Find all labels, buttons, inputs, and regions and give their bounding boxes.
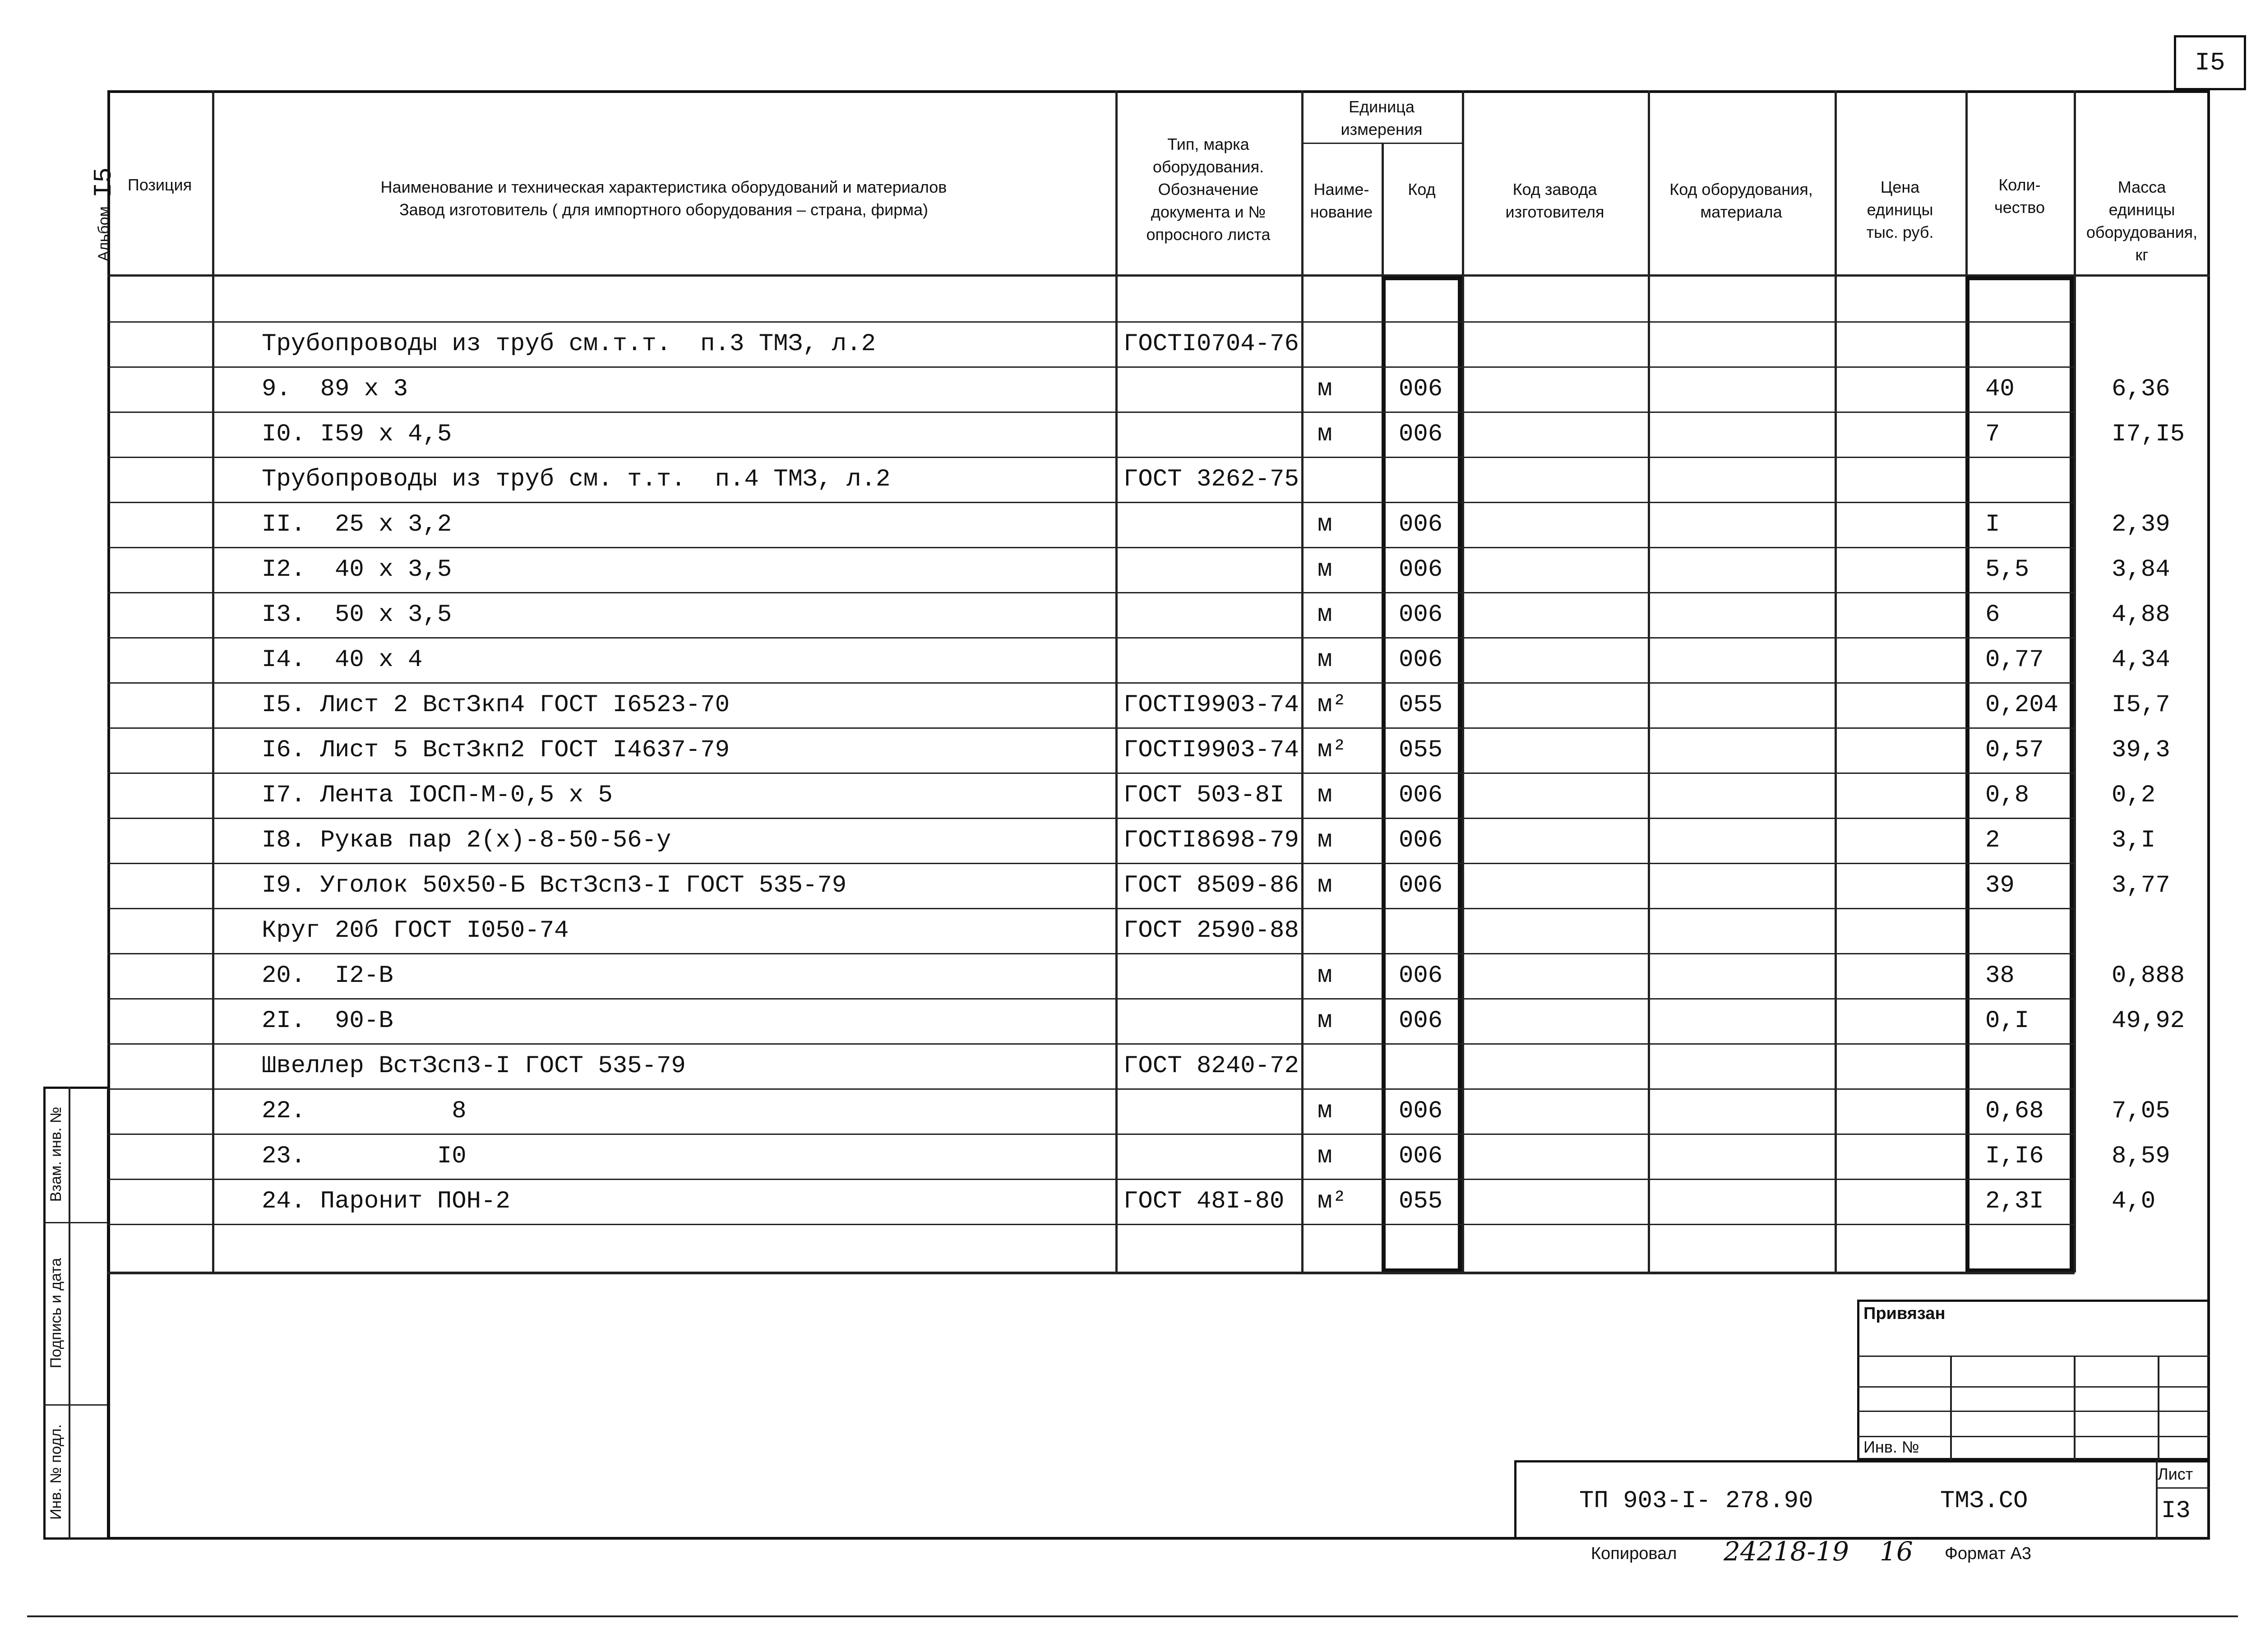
cell-qty: 0,204 (1985, 691, 2059, 719)
cell-code: 006 (1399, 1007, 1443, 1035)
cell-qty: 38 (1985, 962, 2015, 990)
cell-name: 23. I0 (262, 1142, 467, 1170)
cell-qty: 0,57 (1985, 736, 2044, 764)
cell-name: I3. 50 х 3,5 (262, 601, 452, 629)
header-unit-name: Наиме- нование (1310, 180, 1373, 221)
cell-qty (1985, 1224, 2071, 1269)
header-name: Наименование и техническая характеристика оборудований и материалов Завод изготовитель ( для импортного оборудования – страна, фирма) (380, 178, 947, 219)
handwritten-number: 24218-19 (1724, 1536, 1849, 1567)
cell-mass (2112, 908, 2209, 953)
cell-mass: 0,888 (2112, 962, 2185, 990)
cell-name: I7. Лента IОСП-М-0,5 х 5 (262, 781, 613, 809)
cell-qty: 40 (1985, 375, 2015, 403)
cell-qty: 5,5 (1985, 555, 2029, 583)
page-bottom-rule (27, 1615, 2238, 1617)
cell-qty: 2,3I (1985, 1187, 2044, 1215)
cell-unit: м (1318, 871, 1332, 899)
cell-code: 006 (1399, 555, 1443, 583)
cell-code (1399, 1224, 1462, 1269)
cell-name: II. 25 х 3,2 (262, 510, 452, 538)
privyazan-inv-label: Инв. № (1863, 1438, 1919, 1456)
cell-mass: 4,34 (2112, 646, 2170, 674)
cell-doc: ГОСТ 503-8I (1123, 781, 1285, 809)
cell-code (1399, 457, 1462, 502)
cell-code: 006 (1399, 646, 1443, 674)
cell-unit: м (1318, 1097, 1332, 1125)
cell-name: I4. 40 х 4 (262, 646, 423, 674)
format-label: Формат А3 (1945, 1544, 2032, 1563)
cell-doc: ГОСТ 3262-75 (1123, 465, 1299, 493)
cell-unit: м (1318, 510, 1332, 538)
cell-mass: 39,3 (2112, 736, 2170, 764)
cell-doc (1123, 998, 1299, 1043)
cell-unit: м² (1318, 691, 1347, 719)
header-qty: Коли- чество (1994, 176, 2045, 217)
stamp-vzam-label: Взам. инв. № (47, 1106, 65, 1202)
cell-doc (1123, 412, 1299, 457)
sheet-label: Лист (2158, 1465, 2193, 1483)
cell-code: 006 (1399, 962, 1443, 990)
cell-qty (1985, 908, 2071, 953)
cell-unit: м (1318, 420, 1332, 448)
cell-code: 006 (1399, 1097, 1443, 1125)
header-factory-code: Код завода изготовителя (1505, 180, 1604, 221)
cell-name: I2. 40 х 3,5 (262, 555, 452, 583)
table-bottom-line (107, 1272, 2075, 1274)
cell-name: I0. I59 х 4,5 (262, 420, 452, 448)
header-mass: Масса единицы оборудования, кг (2086, 178, 2198, 264)
header-unit: Единица измерения (1341, 97, 1423, 139)
cell-mass: 6,36 (2112, 375, 2170, 403)
cell-name: I5. Лист 2 ВстЗкп4 ГОСТ I6523-70 (262, 691, 730, 719)
sheet-number: I3 (2161, 1497, 2191, 1525)
cell-unit (1318, 457, 1381, 502)
cell-qty (1985, 1043, 2071, 1088)
cell-doc (1123, 366, 1299, 412)
cell-unit: м (1318, 601, 1332, 629)
cell-name: I9. Уголок 50х50-Б ВстЗсп3-I ГОСТ 535-79 (262, 871, 847, 899)
cell-unit: м (1318, 1142, 1332, 1170)
cell-unit: м (1318, 1007, 1332, 1035)
cell-mass: 7,05 (2112, 1097, 2170, 1125)
cell-mass: 4,88 (2112, 601, 2170, 629)
cell-doc: ГОСТ 2590-88 (1123, 916, 1299, 944)
cell-unit: м (1318, 826, 1332, 854)
doc-number: ТП 903-I- 278.90 (1579, 1487, 1813, 1515)
cell-qty: 7 (1985, 420, 2000, 448)
cell-code: 006 (1399, 1142, 1443, 1170)
cell-name: Швеллер ВстЗсп3-I ГОСТ 535-79 (262, 1052, 686, 1080)
cell-qty: 0,8 (1985, 781, 2029, 809)
header-type: Тип, марка оборудования. Обозначение документа и № опросного листа (1146, 135, 1271, 244)
cell-mass: 49,92 (2112, 1007, 2185, 1035)
cell-code (1399, 908, 1462, 953)
cell-unit (1318, 321, 1381, 366)
cell-doc (1123, 1134, 1299, 1179)
cell-doc (1123, 592, 1299, 637)
cell-unit: м² (1318, 736, 1347, 764)
cell-qty: I (1985, 510, 2000, 538)
header-unit-code: Код (1408, 180, 1436, 199)
cell-doc: ГОСТ 8240-72 (1123, 1052, 1299, 1080)
cell-doc (1123, 953, 1299, 998)
album-number: I5 (89, 167, 118, 198)
stamp-podpis-label: Подпись и дата (47, 1258, 65, 1369)
cell-doc (1123, 637, 1299, 682)
cell-unit (1318, 1224, 1381, 1269)
cell-mass (2112, 457, 2209, 502)
cell-name: I8. Рукав пар 2(х)-8-50-56-у (262, 826, 671, 854)
sheet-code: ТМЗ.СО (1940, 1487, 2028, 1515)
header-equip-code: Код оборудования, материала (1669, 180, 1813, 221)
cell-mass (2112, 276, 2209, 321)
cell-mass: 4,0 (2112, 1187, 2156, 1215)
cell-qty: 0,68 (1985, 1097, 2044, 1125)
cell-mass: I7,I5 (2112, 420, 2185, 448)
cell-mass: 3,77 (2112, 871, 2170, 899)
cell-code: 006 (1399, 601, 1443, 629)
cell-code: 055 (1399, 736, 1443, 764)
header-price: Цена единицы тыс. руб. (1866, 178, 1934, 241)
privyazan-title: Привязан (1863, 1304, 1946, 1323)
cell-unit: м (1318, 555, 1332, 583)
cell-name: Трубопроводы из труб см. т.т. п.4 ТМЗ, л.2 (262, 465, 891, 493)
cell-qty: 6 (1985, 601, 2000, 629)
cell-unit (1318, 276, 1381, 321)
cell-mass: 3,84 (2112, 555, 2170, 583)
cell-qty: 0,77 (1985, 646, 2044, 674)
cell-code: 006 (1399, 510, 1443, 538)
cell-name (262, 1224, 1110, 1269)
cell-code: 006 (1399, 871, 1443, 899)
stamp-inv-label: Инв. № подл. (47, 1424, 65, 1520)
album-label-text: Альбом (95, 206, 112, 262)
cell-name: 22. 8 (262, 1097, 467, 1125)
cell-code (1399, 1043, 1462, 1088)
cell-doc: ГОСТI9903-74 (1123, 736, 1299, 764)
cell-doc: ГОСТI8698-79 (1123, 826, 1299, 854)
cell-doc: ГОСТI9903-74 (1123, 691, 1299, 719)
cell-name (262, 276, 1110, 321)
cell-qty (1985, 457, 2071, 502)
cell-name: Трубопроводы из труб см.т.т. п.3 ТМЗ, л.2 (262, 330, 876, 358)
cell-unit (1318, 908, 1381, 953)
cell-doc (1123, 502, 1299, 547)
cell-doc (1123, 1224, 1299, 1269)
cell-doc (1123, 276, 1299, 321)
cell-name: 9. 89 х 3 (262, 375, 408, 403)
cell-doc: ГОСТI0704-76 (1123, 330, 1299, 358)
cell-mass: 0,2 (2112, 781, 2156, 809)
cell-code: 006 (1399, 375, 1443, 403)
cell-qty (1985, 276, 2071, 321)
cell-mass (2112, 1043, 2209, 1088)
cell-qty (1985, 321, 2071, 366)
copied-label: Копировал (1591, 1544, 1677, 1563)
cell-code: 006 (1399, 420, 1443, 448)
cell-code: 006 (1399, 826, 1443, 854)
cell-qty: 2 (1985, 826, 2000, 854)
handwritten-page: 16 (1880, 1536, 1913, 1567)
cell-unit: м (1318, 375, 1332, 403)
cell-qty: 0,I (1985, 1007, 2029, 1035)
side-stamp-divider (69, 1087, 70, 1540)
cell-code: 055 (1399, 1187, 1443, 1215)
cell-name: 2I. 90-В (262, 1007, 393, 1035)
header-position: Позиция (127, 176, 192, 194)
cell-name: 20. I2-В (262, 962, 393, 990)
cell-code (1399, 321, 1462, 366)
cell-doc (1123, 1088, 1299, 1134)
cell-unit: м² (1318, 1187, 1347, 1215)
cell-doc: ГОСТ 8509-86 (1123, 871, 1299, 899)
cell-name: 24. Паронит ПОН-2 (262, 1187, 510, 1215)
cell-mass (2112, 1224, 2209, 1269)
cell-code: 006 (1399, 781, 1443, 809)
cell-mass (2112, 321, 2209, 366)
cell-unit (1318, 1043, 1381, 1088)
cell-unit: м (1318, 962, 1332, 990)
cell-mass: 2,39 (2112, 510, 2170, 538)
cell-mass: 8,59 (2112, 1142, 2170, 1170)
cell-code: 055 (1399, 691, 1443, 719)
cell-mass: I5,7 (2112, 691, 2170, 719)
cell-code (1399, 276, 1462, 321)
cell-doc: ГОСТ 48I-80 (1123, 1187, 1285, 1215)
cell-mass: 3,I (2112, 826, 2156, 854)
cell-qty: I,I6 (1985, 1142, 2044, 1170)
cell-name: I6. Лист 5 ВстЗкп2 ГОСТ I4637-79 (262, 736, 730, 764)
cell-unit: м (1318, 646, 1332, 674)
cell-name: Круг 20б ГОСТ I050-74 (262, 916, 569, 944)
cell-qty: 39 (1985, 871, 2015, 899)
cell-doc (1123, 547, 1299, 592)
page-number: I5 (2195, 48, 2225, 77)
cell-unit: м (1318, 781, 1332, 809)
